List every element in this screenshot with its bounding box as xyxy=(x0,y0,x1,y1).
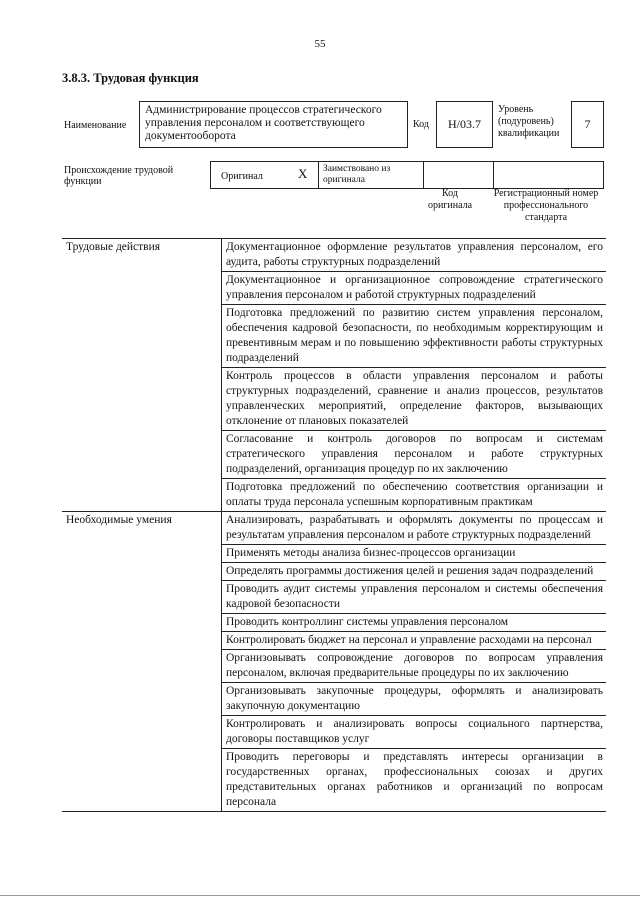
registration-number-caption: Регистрационный номер профессионального стандарта xyxy=(493,188,599,223)
list-item: Контролировать бюджет на персонал и управление расходами на персонал xyxy=(222,632,606,650)
section-title: 3.8.3. Трудовая функция xyxy=(62,71,199,85)
function-details-table xyxy=(62,238,606,812)
code-value: H/03.7 xyxy=(436,101,493,148)
level-label xyxy=(498,104,570,140)
list-item: Анализировать, разрабатывать и оформлять документы по процессам и результатам управления персоналом и работе структурных подразделений xyxy=(222,512,606,545)
name-label: Наименование xyxy=(64,120,127,131)
function-name: Администрирование процессов стратегического управления персоналом и соответствующего документооборота xyxy=(139,101,408,148)
list-item: Проводить аудит системы управления персоналом и системы обеспечения кадровой безопасности xyxy=(222,581,606,614)
code-label: Код xyxy=(413,119,429,130)
list-item: Подготовка предложений по обеспечению соответствия организации и оплаты труда персонала успешным корпоративным практикам xyxy=(226,481,603,508)
list-item: Проводить контроллинг системы управления персоналом xyxy=(222,614,606,632)
page-number: 55 xyxy=(314,38,326,50)
origin-label: Происхождение трудовой функции xyxy=(64,165,174,187)
list-item: Организовывать сопровождение договоров по вопросам управления персоналом, включая предварительные процедуры по их заключению xyxy=(222,650,606,683)
labor-actions-row xyxy=(62,239,606,512)
required-skills-label: Необходимые умения xyxy=(62,512,222,812)
required-skills-row xyxy=(62,512,606,812)
code-original-caption: Код оригинала xyxy=(427,188,473,211)
original-mark: X xyxy=(298,166,308,181)
level-value: 7 xyxy=(571,101,604,148)
page-bottom-divider xyxy=(0,895,640,896)
list-item: Организовывать закупочные процедуры, оформлять и анализировать закупочную документацию xyxy=(222,683,606,716)
original-label: Оригинал xyxy=(221,171,263,182)
borrowed-label: Заимствовано из оригинала xyxy=(318,162,423,188)
origin-row xyxy=(210,161,604,189)
original-cell xyxy=(210,162,318,188)
code-original-cell xyxy=(423,162,493,188)
list-item: Подготовка предложений по развитию систем управления персоналом, обеспечения кадровой безопасности, по необходимым корректирующим и превентивным мерам и по повышению эффективности работы структурных подразделений xyxy=(222,305,606,368)
list-item: Применять методы анализа бизнес-процессов организации xyxy=(222,545,606,563)
labor-actions-list xyxy=(222,239,607,512)
list-item: Контролировать и анализировать вопросы социального партнерства, договоры поставщиков услуг xyxy=(222,716,606,749)
list-item: Документационное оформление результатов управления персоналом, его аудита, работы структурных подразделений xyxy=(222,239,606,272)
list-item: Согласование и контроль договоров по вопросам и системам стратегического управления персоналом и работе структурных подразделений, организация процедур по их заключению xyxy=(222,431,606,479)
list-item: Документационное и организационное сопровождение стратегического управления персоналом и работой структурных подразделений xyxy=(222,272,606,305)
level-label-text: Уровень (подуровень) квалификации xyxy=(498,104,560,139)
labor-actions-label: Трудовые действия xyxy=(62,239,222,512)
registration-number-cell xyxy=(493,162,604,188)
list-item: Определять программы достижения целей и решения задач подразделений xyxy=(222,563,606,581)
list-item: Контроль процессов в области управления персоналом и работы структурных подразделений, сравнение и анализ процессов, результатов управленческих мероприятий, определение факторов, вызывающих отклонение от плановых показателей xyxy=(222,368,606,431)
required-skills-list xyxy=(222,512,607,812)
list-item: Проводить переговоры и представлять интересы организации в государственных органах, профессиональных союзах и других представительных органах работников и организаций по вопросам персонала xyxy=(226,751,603,808)
